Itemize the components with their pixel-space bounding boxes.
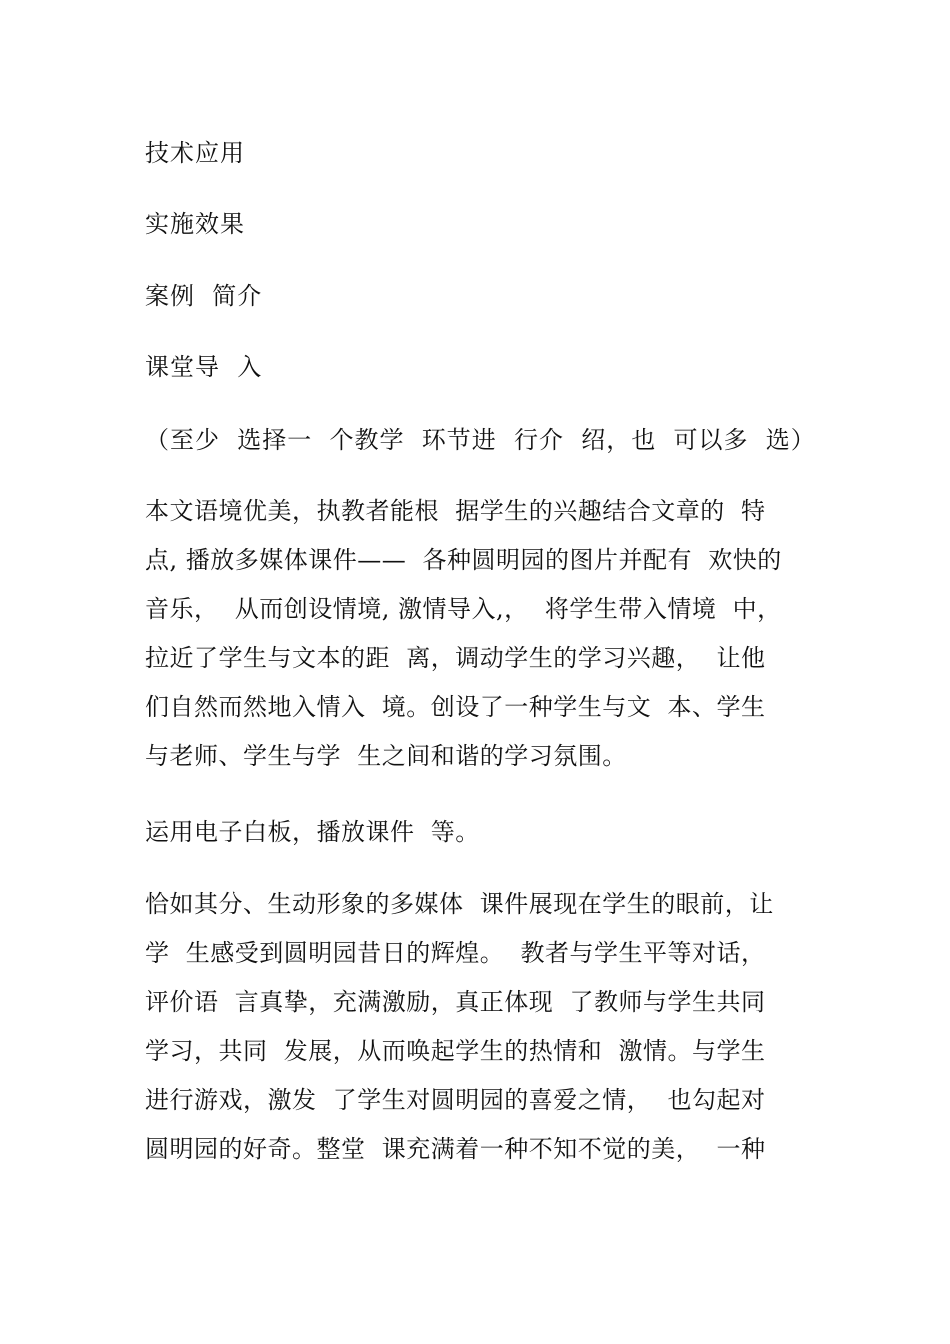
heading-case-intro: 案例 简介 <box>145 282 263 310</box>
paragraph-line: 圆明园的好奇。整堂 课充满着一种不知不觉的美， 一种 <box>145 1135 766 1163</box>
paragraph-line: 学 生感受到圆明园昔日的辉煌。 教者与学生平等对话， <box>145 939 766 967</box>
paragraph-effect <box>145 880 825 1174</box>
paragraph-line: 运用电子白板，播放课件 等。 <box>145 818 480 846</box>
heading-implementation-effect: 实施效果 <box>145 210 245 238</box>
paragraph-line: 点, 播放多媒体课件—— 各种圆明园的图片并配有 欢快的 <box>145 546 782 574</box>
heading-tech-application: 技术应用 <box>145 139 245 167</box>
paragraph-line: 们自然而然地入情入 境。创设了一种学生与文 本、学生 <box>145 693 766 721</box>
paragraph-line: 本文语境优美，执教者能根 据学生的兴趣结合文章的 特 <box>145 497 766 525</box>
selection-note: （至少 选择一 个教学 环节进 行介 绍，也 可以多 选） <box>145 426 816 454</box>
paragraph-line: 进行游戏，激发 了学生对圆明园的喜爱之情， 也勾起对 <box>145 1086 766 1114</box>
paragraph-line: 音乐， 从而创设情境, 激情导入,， 将学生带入情境 中， <box>145 595 782 623</box>
paragraph-intro <box>145 487 825 781</box>
paragraph-line: 与老师、学生与学 生之间和谐的学习氛围。 <box>145 742 627 770</box>
paragraph-line: 学习，共同 发展，从而唤起学生的热情和 激情。与学生 <box>145 1037 766 1065</box>
heading-class-introduction: 课堂导 入 <box>145 353 263 381</box>
paragraph-line: 评价语 言真挚，充满激励，真正体现 了教师与学生共同 <box>145 988 766 1016</box>
paragraph-tech <box>145 808 825 857</box>
paragraph-line: 拉近了学生与文本的距 离，调动学生的学习兴趣， 让他 <box>145 644 766 672</box>
paragraph-line: 恰如其分、生动形象的多媒体 课件展现在学生的眼前，让 <box>145 890 774 918</box>
